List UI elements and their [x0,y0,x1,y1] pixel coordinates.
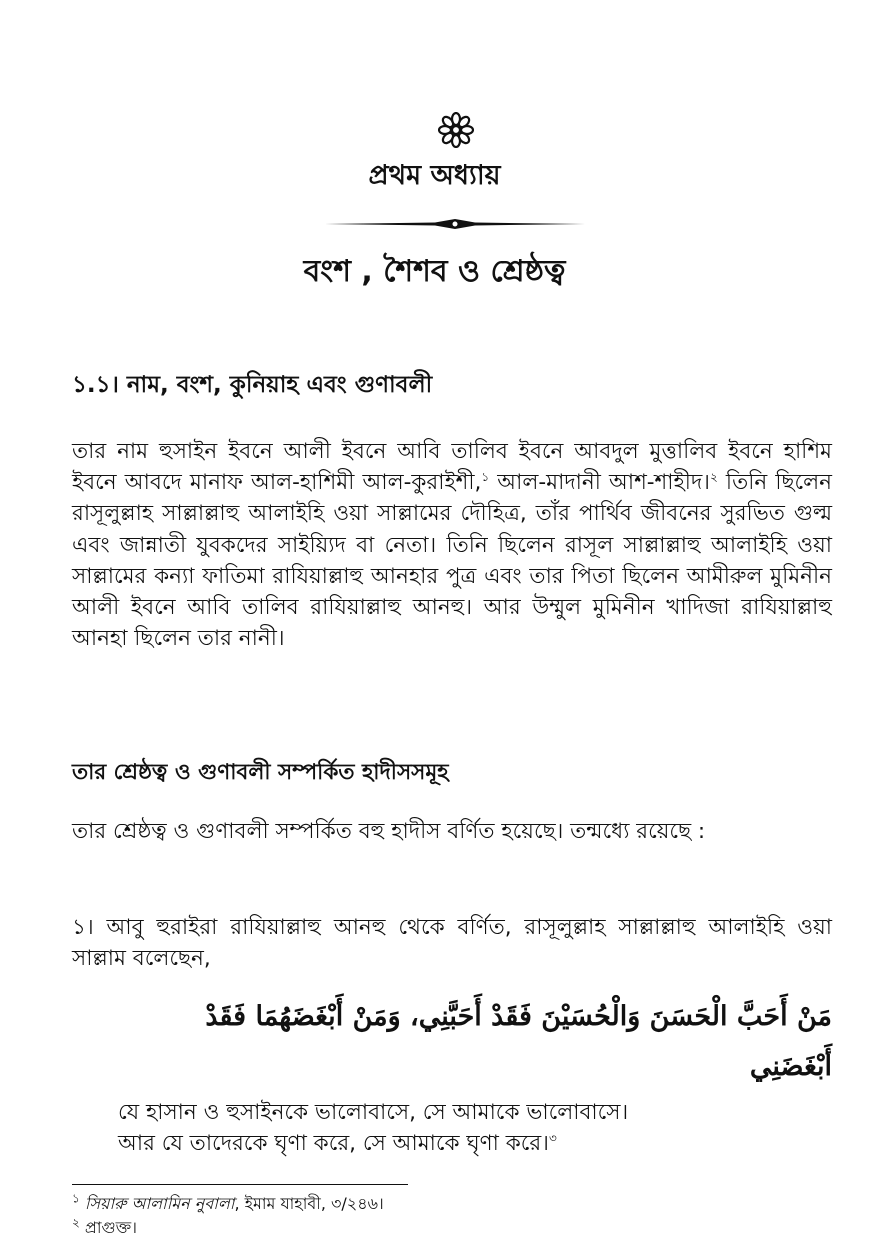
footnote-ref: ২ [709,470,718,485]
flower-ornament-icon [438,112,474,148]
paragraph-intro: তার শ্রেষ্ঠত্ব ও গুণাবলী সম্পর্কিত বহু হাদীস বর্ণিত হয়েছে। তন্মধ্যে রয়েছে : [72,819,706,844]
translation-line: আর যে তাদেরকে ঘৃণা করে, সে আমাকে ঘৃণা করে। [118,1131,549,1156]
footnote-item [72,1216,832,1240]
paragraph-name-lineage [72,436,832,654]
translation-line: যে হাসান ও হুসাইনকে ভালোবাসে, সে আমাকে ভালোবাসে। [118,1100,629,1125]
paragraph-text: তার নাম হুসাইন ইবনে আলী ইবনে আবি তালিব ইবনে আবদুল মুত্তালিব ইবনে হাশিম ইবনে আবদে মানাফ আল-হাশিমী আল-কুরাইশী, [72,439,832,496]
paragraph-text: আল-মাদানী আশ-শাহীদ। [489,470,710,496]
arabic-hadith-text: مَنْ أَحَبَّ الْحَسَنَ وَالْحُسَيْنَ فَقَدْ أَحَبَّنِي، وَمَنْ أَبْغَضَهُمَا فَقَدْ أَبْغَضَنِي [205,1001,832,1082]
section-heading: ১.১। নাম, বংশ, কুনিয়াহ এবং গুণাবলী [72,372,433,398]
footnote-mark: ২ [72,1215,80,1230]
divider-ornament [325,214,585,234]
footnote-ref: ১ [481,470,490,485]
footnote-ref: ৩ [548,1130,557,1145]
chapter-subtitle: বংশ , শৈশব ও শ্রেষ্ঠত্ব [303,254,566,289]
paragraph-hadith-intro: ১। আবু হুরাইরা রাযিয়াল্লাহু আনহু থেকে বর্ণিত, রাসূলুল্লাহ সাল্লাল্লাহু আলাইহি ওয়া সাল্লাম বলেছেন, [72,915,832,972]
footnote-mark: ১ [72,1191,80,1206]
footnote-book-title: সিয়ারু আলামিন নুবালা [84,1194,235,1213]
footnote-item [72,1192,832,1216]
footnotes [72,1192,832,1240]
chapter-title: প্রথম অধ্যায় [368,160,501,191]
paragraph-text: তিনি ছিলেন রাসূলুল্লাহ সাল্লাল্লাহু আলাইহি ওয়া সাল্লামের দৌহিত্র, তাঁর পার্থিব জীবনের সুরভিত গুল্ম এবং জান্নাতী যুবকদের সাইয়্যিদ বা নেতা। তিনি ছিলেন রাসূল সাল্লাল্লাহু আলাইহি ওয়া সাল্লামের কন্যা ফাতিমা রাযিয়াল্লাহু আনহার পুত্র এবং তার পিতা ছিলেন আমীরুল মুমিনীন আলী ইবনে আবি তালিব রাযিয়াল্লাহু আনহু। আর উম্মুল মুমিনীন খাদিজা রাযিয়াল্লাহু আনহা ছিলেন তার নানী। [72,470,833,652]
footnote-text: , ইমাম যাহাবী, ৩/২৪৬। [234,1194,384,1213]
sub-heading: তার শ্রেষ্ঠত্ব ও গুণাবলী সম্পর্কিত হাদীসসমূহ [72,760,449,785]
footnote-text: প্রাগুক্ত। [84,1218,137,1237]
footnote-separator [72,1184,408,1185]
hadith-translation [118,1097,832,1159]
